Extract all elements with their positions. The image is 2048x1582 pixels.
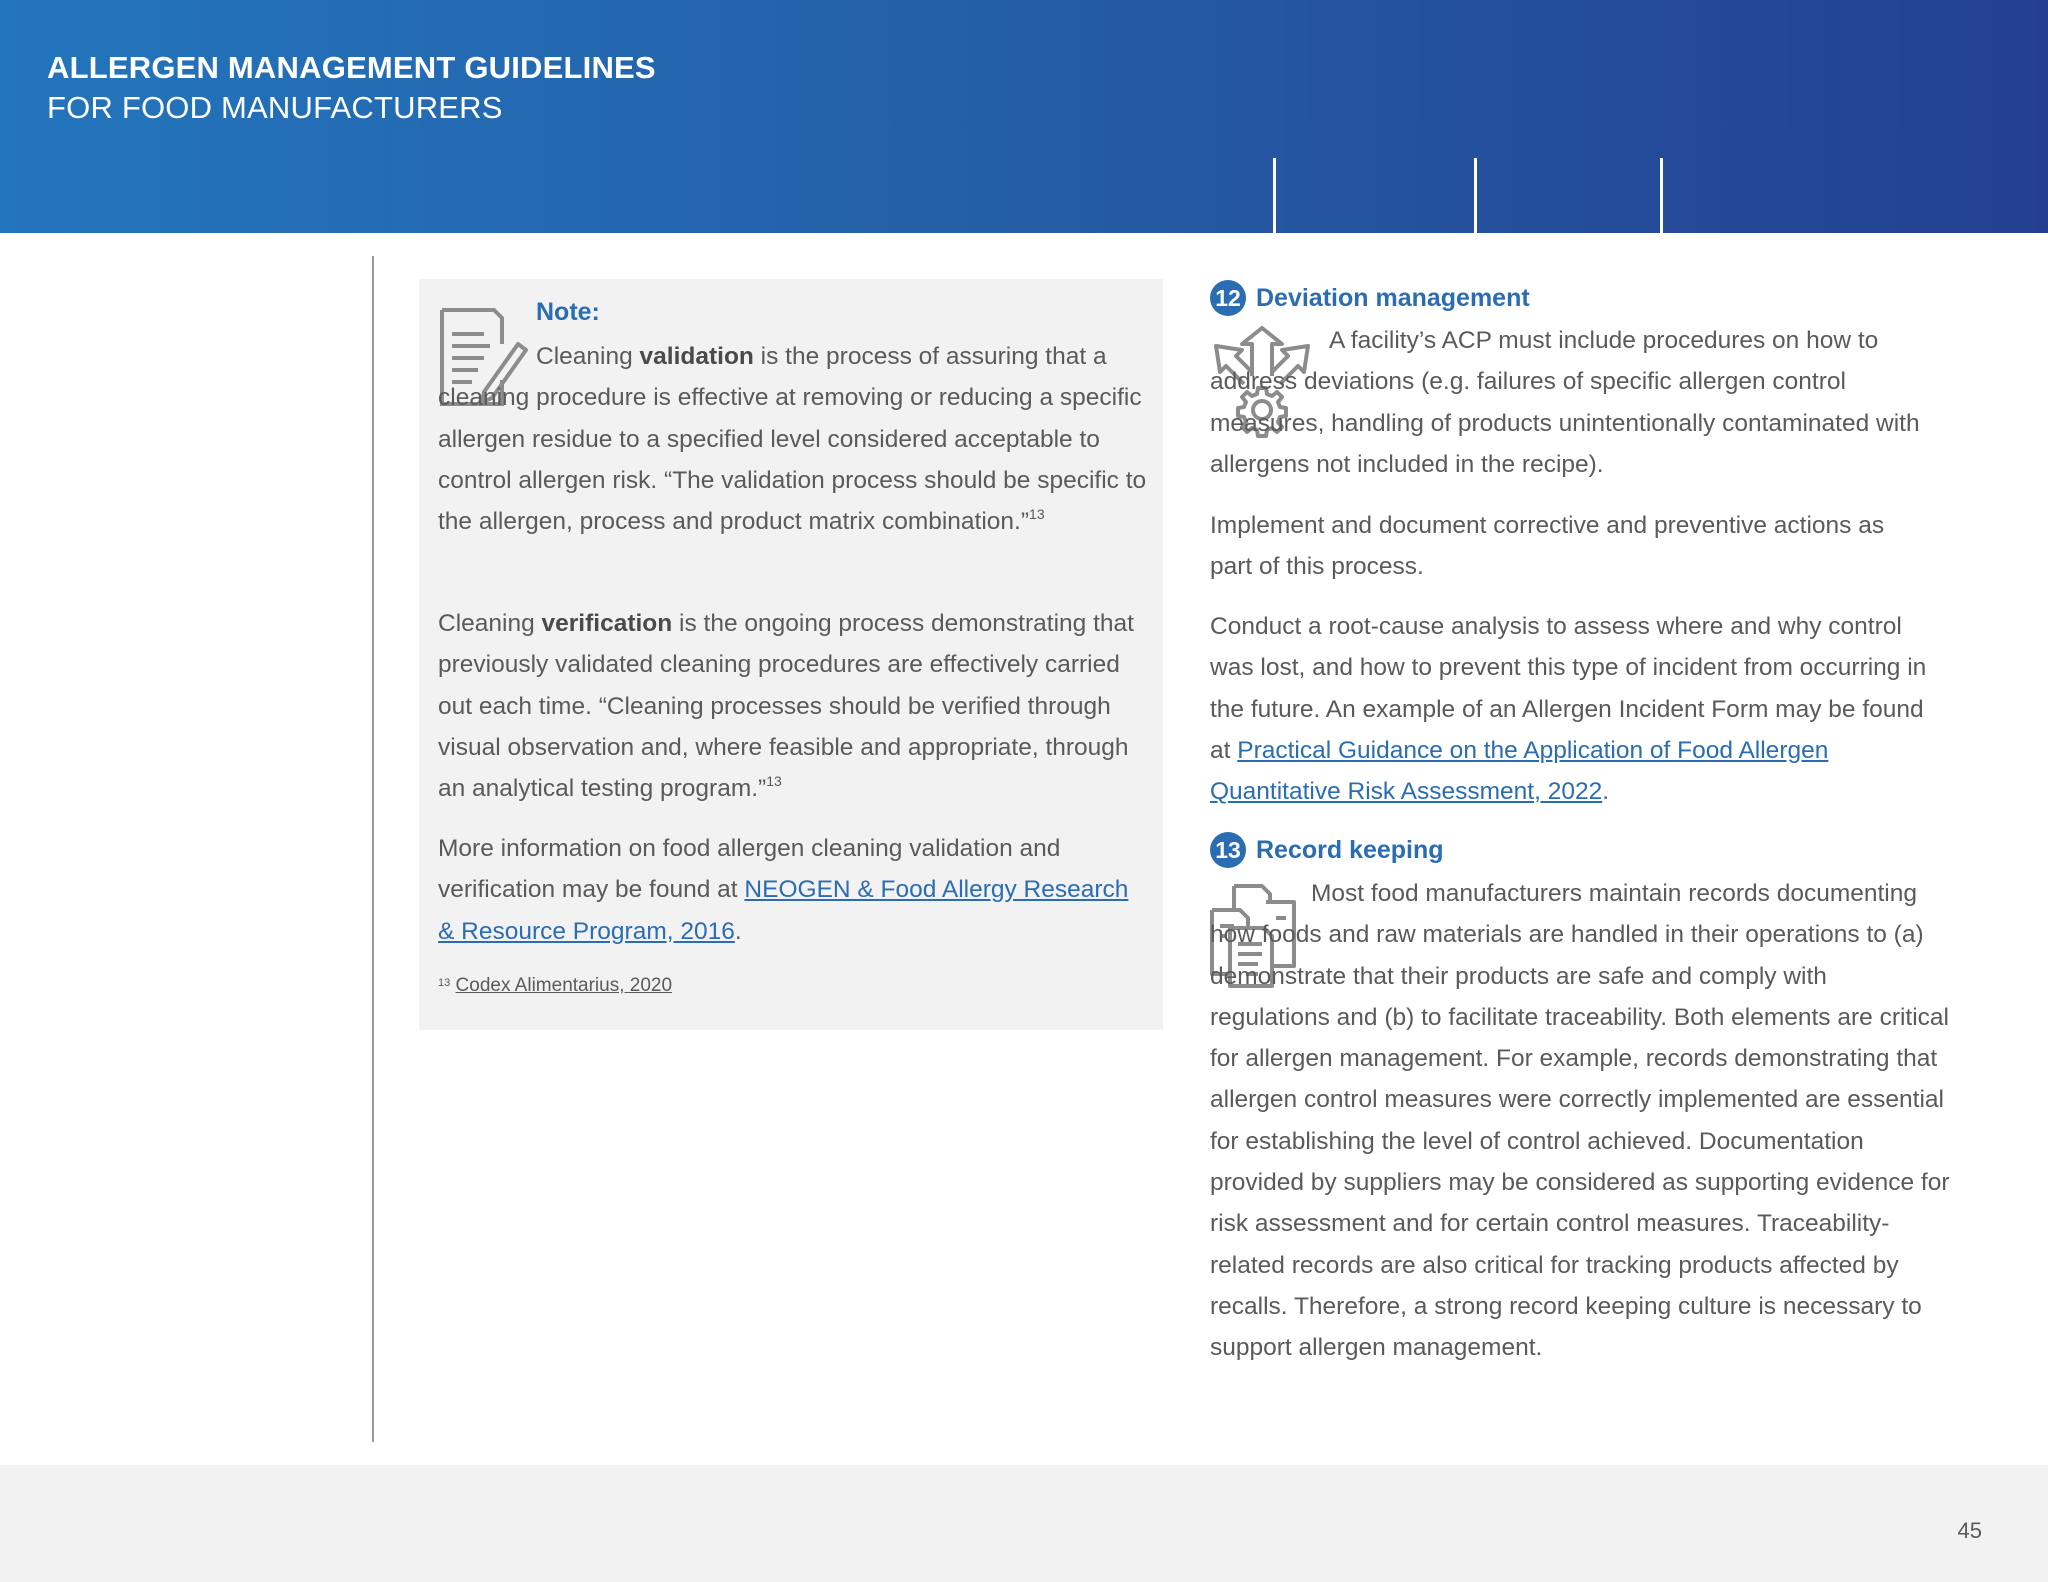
footnote-ref: 13 bbox=[1029, 506, 1045, 523]
page-number: 45 bbox=[1957, 1518, 1982, 1543]
text-run: Cleaning bbox=[536, 343, 640, 370]
text-run: Conduct a root-cause analysis to assess where and why control was lost, and how to prevent this type of incident from occurring in the future. An example of an Allergen Incident Form may be found at bbox=[1210, 613, 1927, 764]
section-title-deviation: Deviation management bbox=[1256, 284, 1530, 312]
footnote bbox=[438, 975, 672, 997]
note-paragraph-verification bbox=[438, 603, 1150, 809]
page-header-banner bbox=[0, 0, 2048, 233]
text-run: Cleaning bbox=[438, 610, 542, 637]
document-subtitle: FOR FOOD MANUFACTURERS bbox=[47, 90, 503, 125]
margin-rule bbox=[372, 256, 374, 1442]
note-paragraph-more-info bbox=[438, 828, 1150, 952]
practical-guidance-link[interactable]: Practical Guidance on the Application of Food Allergen Quantitative Risk Assessment, 2022 bbox=[1210, 736, 1829, 806]
record-keeping-paragraph: Most food manufacturers maintain records documenting how foods and raw materials are handled in their operations to (a) demonstrate that their products are safe and comply with regulations and (b) to facilitate traceability. Both elements are critical for allergen management. For example, records demonstrating that allergen control measures were correctly implemented are essential for establishing the level of control achieved. Documentation provided by suppliers may be considered as supporting evidence for risk assessment and for certain control measures. Traceability-related records are also critical for tracking products affected by recalls. Therefore, a strong record keeping culture is necessary to support allergen management. bbox=[1210, 880, 1950, 1362]
footnote-ref: 13 bbox=[766, 773, 782, 790]
document-title: ALLERGEN MANAGEMENT GUIDELINES bbox=[47, 50, 656, 85]
note-paragraph-validation bbox=[438, 336, 1150, 542]
page-footer bbox=[0, 1465, 2048, 1582]
bold-term-validation: validation bbox=[639, 343, 754, 370]
section-title-record-keeping: Record keeping bbox=[1256, 836, 1444, 864]
text-run: is the process of assuring that a cleaning procedure is effective at removing or reducing a specific allergen residue to a specified level considered acceptable to control allergen risk. “The validation process should be specific to the allergen, process and product matrix combination.” bbox=[438, 343, 1147, 536]
neogen-link[interactable]: NEOGEN & Food Allergy Research & Resource Program, 2016 bbox=[438, 876, 1129, 945]
deviation-paragraph-3 bbox=[1210, 606, 1950, 812]
section-number-badge: 13 bbox=[1210, 832, 1246, 868]
deviation-paragraph-1: A facility’s ACP must include procedures on how to address deviations (e.g. failures of specific allergen control measures, handling of products unintentionally contaminated with allergens not included in the recipe). bbox=[1210, 327, 1920, 478]
bold-term-verification: verification bbox=[541, 610, 673, 637]
section-number-badge: 12 bbox=[1210, 280, 1246, 316]
footnote-number: 13 bbox=[438, 977, 451, 989]
note-title: Note: bbox=[536, 298, 600, 326]
header-divider bbox=[1660, 158, 1663, 233]
header-divider bbox=[1273, 158, 1276, 233]
text-run: . bbox=[734, 917, 742, 945]
deviation-paragraph-2: Implement and document corrective and preventive actions as part of this process. bbox=[1210, 512, 1885, 581]
text-run: is the ongoing process demonstrating that previously validated cleaning procedures are effectively carried out each time. “Cleaning processes should be verified through visual observation and, where feasible and appropriate, through an analytical testing program.” bbox=[438, 610, 1134, 803]
header-divider bbox=[1474, 158, 1477, 233]
text-run: . bbox=[1602, 778, 1610, 806]
codex-link[interactable]: Codex Alimentarius, 2020 bbox=[455, 975, 673, 996]
text-run: More information on food allergen cleaning validation and verification may be found at bbox=[438, 835, 1061, 904]
